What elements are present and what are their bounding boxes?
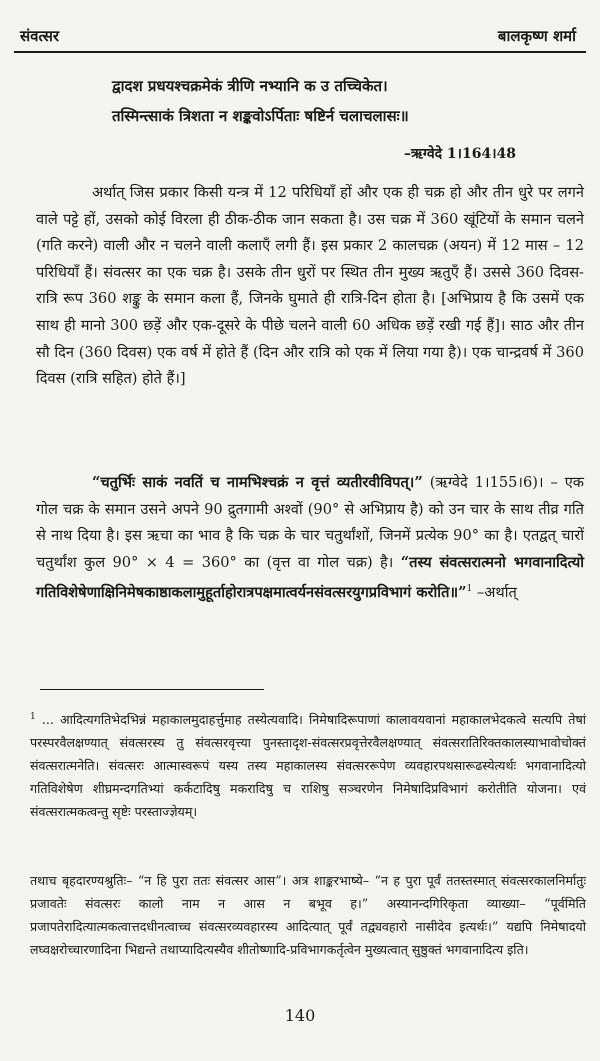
verse-line-2: तस्मिन्त्साकं त्रिशता न शङ्कवोऽर्पिताः षष्टिर्न चलाचलासः॥ xyxy=(112,107,409,125)
paragraph-explanation: अर्थात् जिस प्रकार किसी यन्त्र में 12 परिधियाँ हों और एक ही चक्र हो और तीन धुरे पर लगने वाले पट्टे हों, उसको कोई विरला ही ठीक-ठीक जान सकता है। उस चक्र में 360 खूंटियों के समान चलने (गति करने) वाली और न चलने वाली कलाएँ लगी हैं। इस प्रकार 2 कालचक्र (अयन) में 12 मास – 12 परिधियाँ हैं। संवत्सर का एक चक्र है। उसके तीन धुरों पर स्थित तीन मुख्य ऋतुएँ हैं। उससे 360 दिवस-रात्रि रूप 360 शङ्कु के समान कला हैं, जिनके घुमाते ही रात्रि-दिन होता है। [अभिप्राय है कि उसमें एक साथ ही मानो 300 छड़ें और एक-दूसरे के पीछे चलने वाली 60 अधिक छड़ें रखी गई हैं]। साठ और तीन सौ दिन (360 दिवस) एक वर्ष में होते हैं (दिन और रात्रि को एक में लिया गया है)। एक चान्द्रवर्ष में 360 दिवस (रात्रि सहित) होते हैं।] xyxy=(36,184,584,388)
footnote-rule xyxy=(40,689,264,690)
footnote-1-text: ... आदित्यगतिभेदभिन्नं महाकालमुदाहर्त्तुमाह तस्येत्यवादि। निमेषादिरूपाणां कालावयवानां महाकालभेदकत्वे सत्यपि तेषां परस्परवैलक्षण्यात् संवत्सरस्य तु संवत्सरवृत्त्या पुनस्तादृश-संवत्सरप्रवृत्तेरवैलक्षण्यात् संवत्सरातिरिक्तकालस्याभावोचोक्तं संवत्सरात्मनेति। संवत्सरः आत्मास्वरूपं यस्य तस्य महाकालस्य संवत्सररूपेण व्यवहारपथसारूढस्येत्यर्थः भगवानादित्यो गतिविशेषेण शीघ्रमन्दगतिभ्यां कर्कटादिषु मकरादिषु च राशिषु सञ्चरणेन निमेषादिप्रविभागं करोतीति योजना। एवं संवत्सरात्मकत्वन्तु सृष्टेः परस्ताज्ज्ञेयम्। xyxy=(30,712,586,820)
verse-reference: –ऋग्वेदे 1।164।48 xyxy=(403,146,516,162)
verse-line-1: द्वादश प्रधयश्चक्रमेकं त्रीणि नभ्यानि क उ तच्चिकेत। xyxy=(112,77,388,95)
quoted-sanskrit: “तस्य संवत्सरात्मनो भगवानादित्यो गतिविशेषेणाक्षिनिमेषकाष्ठाकलामुहूर्ताहोरात्रपक्षमात्वर्यनसंवत्सरयुगप्रविभागं करोति॥” xyxy=(36,553,585,602)
paragraph-tail: –अर्थात् xyxy=(472,584,517,602)
page-number: 140 xyxy=(284,1006,316,1025)
footnote-2: तथाच बृहदारण्यश्रुतिः– “न हि पुरा ततः संवत्सर आस”। अत्र शाङ्करभाष्ये– “न ह पुरा पूर्वं ततस्तस्मात् संवत्सरकालनिर्मातुः प्रजावतेः संवत्सरः कालो नाम न आस न बभूव ह।” अस्यानन्दगिरिकृता व्याख्या– “पूर्वमिति प्रजापतेरादित्यात्मकत्वात्तदधीनत्वाच्च संवत्सरव्यवहारस्य आदित्यात् पूर्वं तद्व्यवहारो नासीदेव इत्यर्थः।” यद्यपि निमेषादयो लघ्वक्षरोच्चारणादिना भिद्यन्ते तथाप्यादित्यस्यैव शीतोष्णादि-प्रविभागकर्तृत्वेन मुख्यत्वात् सुष्ठुक्तं भगवानादित्य इति। xyxy=(30,873,586,957)
footnote-1 xyxy=(30,706,586,823)
paragraph-body: – एक गोल चक्र के समान उसने अपने 90 द्रुतगामी अश्वों (90° से अभिप्राय है) को उन चार के साथ तीव्र गति से नाथ दिया है। इस ऋचा का भाव है कि चक्र के चार चतुर्थांशों, जिनमें प्रत्येक 90° का है। एतद्वत् चारों चतुर्थांश कुल 90° × 4 = 360° का (वृत्त वा गोल चक्र) है। xyxy=(36,474,584,571)
running-header-author: बालकृष्ण शर्मा xyxy=(497,27,576,45)
running-header-left: संवत्सर xyxy=(20,27,60,45)
quote-reference: (ऋग्वेदे 1।155।6)। xyxy=(429,474,544,491)
footnote-number: 1 xyxy=(30,712,36,722)
footnote-marker[interactable]: 1 xyxy=(466,584,473,595)
quoted-verse: “चतुर्भिः साकं नवतिं च नामभिश्चक्रं न वृत्तं व्यतीरवीविपत्।” xyxy=(92,474,423,491)
header-rule xyxy=(14,51,586,53)
paragraph-quote xyxy=(36,470,584,607)
